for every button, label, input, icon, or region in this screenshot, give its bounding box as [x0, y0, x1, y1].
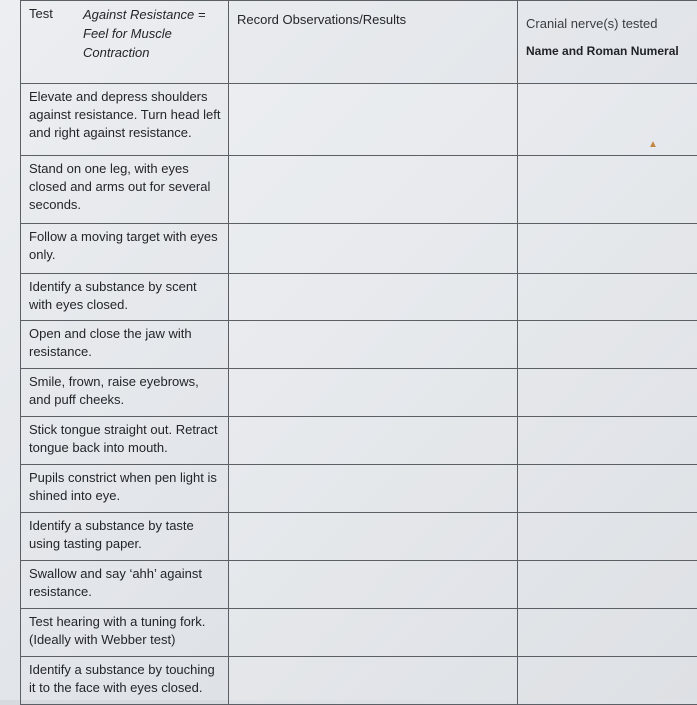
header-test-cell [21, 1, 229, 84]
header-row [21, 1, 697, 84]
pencil-tick-mark: ▲ [648, 139, 658, 150]
table-row [21, 224, 697, 274]
test-description: Stand on one leg, with eyes closed and arms out for several seconds. [21, 156, 229, 224]
cranial-nerve-field[interactable] [518, 609, 697, 657]
cranial-nerve-field[interactable] [518, 274, 697, 321]
test-description: Open and close the jaw with resistance. [21, 321, 229, 369]
cranial-nerve-field[interactable] [518, 657, 697, 705]
table-row [21, 465, 697, 513]
test-description: Identify a substance by scent with eyes closed. [21, 274, 229, 321]
cranial-nerve-field[interactable] [518, 513, 697, 561]
header-test-label: Test [29, 5, 53, 23]
header-name-roman: Name and Roman Numeral [526, 42, 697, 60]
cranial-nerve-field[interactable] [518, 417, 697, 465]
header-against-resistance: Against Resistance = Feel for Muscle Contraction [83, 5, 223, 62]
table-row [21, 657, 697, 705]
header-cranial-nerve-cell [518, 1, 697, 84]
cranial-nerve-table [20, 0, 697, 705]
observation-field[interactable] [229, 84, 518, 156]
test-description: Identify a substance by touching it to the face with eyes closed. [21, 657, 229, 705]
header-observations: Record Observations/Results [229, 1, 518, 84]
table-row [21, 156, 697, 224]
test-description: Identify a substance by taste using tasting paper. [21, 513, 229, 561]
table-row [21, 321, 697, 369]
test-description: Follow a moving target with eyes only. [21, 224, 229, 274]
observation-field[interactable] [229, 274, 518, 321]
cranial-nerve-field[interactable] [518, 465, 697, 513]
test-description: Test hearing with a tuning fork. (Ideally with Webber test) [21, 609, 229, 657]
cranial-nerve-field[interactable] [518, 561, 697, 609]
observation-field[interactable] [229, 609, 518, 657]
test-description: Swallow and say ‘ahh’ against resistance. [21, 561, 229, 609]
cranial-nerve-field[interactable] [518, 369, 697, 417]
header-cranial-nerve: Cranial nerve(s) tested [526, 15, 697, 33]
cranial-nerve-field[interactable] [518, 224, 697, 274]
cranial-nerve-field[interactable] [518, 156, 697, 224]
table-row [21, 513, 697, 561]
test-description: Stick tongue straight out. Retract tongue back into mouth. [21, 417, 229, 465]
cranial-nerve-field[interactable] [518, 84, 697, 156]
table-row [21, 274, 697, 321]
observation-field[interactable] [229, 224, 518, 274]
test-description: Pupils constrict when pen light is shined into eye. [21, 465, 229, 513]
table-row [21, 369, 697, 417]
observation-field[interactable] [229, 156, 518, 224]
test-description: Elevate and depress shoulders against resistance. Turn head left and right against resistance. [21, 84, 229, 156]
observation-field[interactable] [229, 561, 518, 609]
table-row [21, 84, 697, 156]
observation-field[interactable] [229, 417, 518, 465]
observation-field[interactable] [229, 465, 518, 513]
observation-field[interactable] [229, 657, 518, 705]
observation-field[interactable] [229, 369, 518, 417]
cranial-nerve-field[interactable] [518, 321, 697, 369]
test-description: Smile, frown, raise eyebrows, and puff cheeks. [21, 369, 229, 417]
table-row [21, 609, 697, 657]
observation-field[interactable] [229, 513, 518, 561]
table-row [21, 417, 697, 465]
observation-field[interactable] [229, 321, 518, 369]
table-row [21, 561, 697, 609]
